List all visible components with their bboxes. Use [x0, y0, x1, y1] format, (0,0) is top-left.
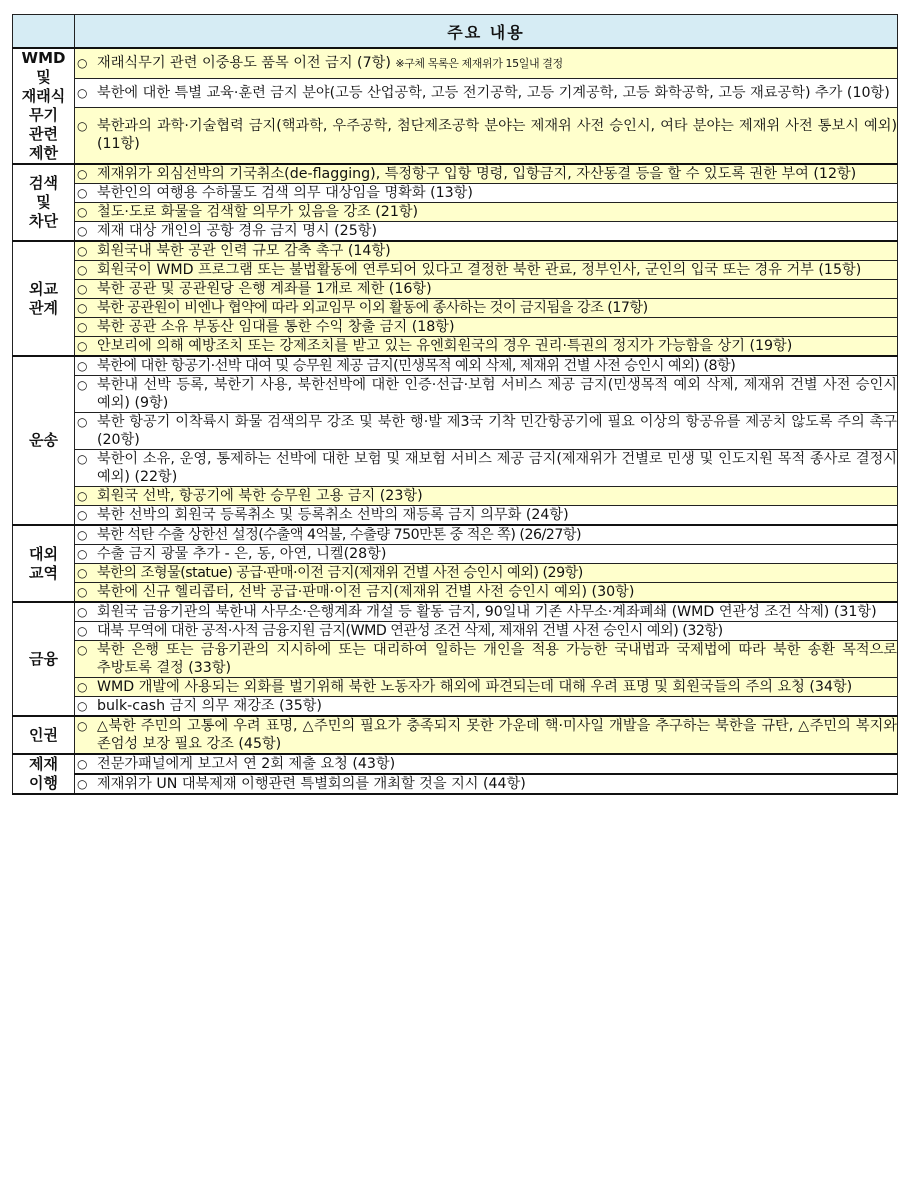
- item-cell: [75, 678, 898, 697]
- circle-bullet-icon: ○: [77, 643, 88, 657]
- table-row: [13, 716, 898, 754]
- list-item: [75, 413, 897, 449]
- circle-bullet-icon: ○: [77, 547, 88, 561]
- item-text-main: 회원국이 WMD 프로그램 또는 불법활동에 연루되어 있다고 결정한 북한 관료, 정부인사, 군인의 입국 또는 경유 거부 (15항): [97, 262, 862, 278]
- circle-bullet-icon: ○: [77, 777, 88, 791]
- item-text: [97, 697, 897, 715]
- circle-bullet-icon: ○: [77, 624, 88, 638]
- item-text: [97, 564, 897, 582]
- item-cell: [75, 184, 898, 203]
- circle-bullet-icon: ○: [77, 585, 88, 599]
- item-text-main: 북한 항공기 이착륙시 화물 검색의무 강조 및 북한 행·발 제3국 기착 민간항공기에 필요 이상의 항공유를 제공치 않도록 주의 촉구 (20항): [97, 414, 897, 448]
- item-text: [97, 678, 897, 696]
- sanctions-table-container: [12, 14, 897, 795]
- table-row: [13, 318, 898, 337]
- table-row: [13, 79, 898, 108]
- item-cell: [75, 716, 898, 754]
- item-text-main: bulk-cash 금지 의무 재강조 (35항): [97, 698, 322, 714]
- item-cell: [75, 754, 898, 774]
- item-text: [97, 450, 897, 486]
- item-text-main: 제재위가 외심선박의 기국취소(de-flagging), 특정항구 입항 명령, 입항금지, 자산동결 등을 할 수 있도록 권한 부여 (12항): [97, 166, 857, 182]
- item-text: [97, 165, 897, 183]
- list-item: [75, 755, 897, 773]
- sanctions-summary-table: [12, 14, 898, 795]
- table-row: [13, 774, 898, 794]
- category-cell: 인권: [13, 716, 75, 754]
- table-row: [13, 487, 898, 506]
- item-cell: [75, 697, 898, 717]
- list-item: [75, 280, 897, 298]
- table-row: [13, 184, 898, 203]
- item-text: [97, 280, 897, 298]
- list-item: [75, 717, 897, 753]
- category-cell: 검색 및 차단: [13, 164, 75, 241]
- item-cell: [75, 413, 898, 450]
- item-text: [97, 261, 897, 279]
- table-row: [13, 564, 898, 583]
- table-header-row: [13, 15, 898, 49]
- list-item: [75, 299, 897, 317]
- item-cell: [75, 564, 898, 583]
- list-item: [75, 54, 897, 73]
- item-text-main: 북한 공관원이 비엔나 협약에 따라 외교임무 이외 활동에 종사하는 것이 금지됨을 강조 (17항): [97, 300, 648, 316]
- item-text: [97, 337, 897, 355]
- item-cell: [75, 299, 898, 318]
- list-item: [75, 678, 897, 696]
- table-header-corner: [13, 15, 75, 49]
- circle-bullet-icon: ○: [77, 566, 88, 580]
- table-body: [13, 48, 898, 794]
- circle-bullet-icon: ○: [77, 56, 88, 71]
- item-text: [97, 622, 897, 640]
- circle-bullet-icon: ○: [77, 205, 88, 219]
- item-text-main: 재래식무기 관련 이중용도 품목 이전 금지 (7항): [97, 55, 391, 72]
- list-item: [75, 603, 897, 621]
- table-row: [13, 222, 898, 242]
- circle-bullet-icon: ○: [77, 186, 88, 200]
- table-row: [13, 545, 898, 564]
- item-text-main: 수출 금지 광물 추가 - 은, 동, 아연, 니켈(28항): [97, 546, 387, 562]
- table-row: [13, 261, 898, 280]
- item-text: [97, 717, 897, 753]
- circle-bullet-icon: ○: [77, 320, 88, 334]
- table-row: [13, 376, 898, 413]
- item-text: [97, 184, 897, 202]
- item-cell: [75, 48, 898, 79]
- table-row: [13, 413, 898, 450]
- item-cell: [75, 261, 898, 280]
- item-text-main: WMD 개발에 사용되는 외화를 벌기위해 북한 노동자가 해외에 파견되는데 대해 우려 표명 및 회원국들의 주의 요청 (34항): [97, 679, 853, 695]
- circle-bullet-icon: ○: [77, 680, 88, 694]
- list-item: [75, 622, 897, 640]
- circle-bullet-icon: ○: [77, 415, 88, 429]
- table-row: [13, 203, 898, 222]
- list-item: [75, 261, 897, 279]
- item-cell: [75, 79, 898, 108]
- table-row: [13, 356, 898, 376]
- item-text: [97, 506, 897, 524]
- item-text: [97, 299, 897, 317]
- item-cell: [75, 583, 898, 603]
- item-cell: [75, 280, 898, 299]
- item-text-main: 전문가패널에게 보고서 연 2회 제출 요청 (43항): [97, 756, 396, 772]
- item-text-main: 회원국 선박, 항공기에 북한 승무원 고용 금지 (23항): [97, 488, 423, 504]
- table-row: [13, 107, 898, 164]
- circle-bullet-icon: ○: [77, 119, 88, 134]
- item-cell: [75, 337, 898, 357]
- list-item: [75, 222, 897, 240]
- item-text: [97, 84, 897, 102]
- table-row: [13, 164, 898, 184]
- item-text-main: 철도·도로 화물을 검색할 의무가 있음을 강조 (21항): [97, 204, 419, 220]
- item-text: [97, 487, 897, 505]
- list-item: [75, 184, 897, 202]
- list-item: [75, 487, 897, 505]
- item-cell: [75, 241, 898, 261]
- table-row: [13, 280, 898, 299]
- item-cell: [75, 222, 898, 242]
- list-item: [75, 117, 897, 153]
- table-row: [13, 641, 898, 678]
- item-text-main: 북한에 대한 항공기·선박 대여 및 승무원 제공 금지(민생목적 예외 삭제, 제재위 건별 사전 승인시 예외) (8항): [97, 358, 736, 374]
- table-row: [13, 697, 898, 717]
- item-text-main: 대북 무역에 대한 공적·사적 금융지원 금지(WMD 연관성 조건 삭제, 제재위 건별 사전 승인시 예외) (32항): [97, 623, 723, 639]
- circle-bullet-icon: ○: [77, 263, 88, 277]
- list-item: [75, 376, 897, 412]
- item-text-main: 북한의 조형물(statue) 공급·판매·이전 금지(제재위 건별 사전 승인시 예외) (29항): [97, 565, 583, 581]
- item-text-main: 북한에 대한 특별 교육·훈련 금지 분야(고등 산업공학, 고등 전기공학, 고등 기계공학, 고등 화학공학, 고등 재료공학) 추가 (10항): [97, 85, 890, 102]
- list-item: [75, 583, 897, 601]
- category-cell: 제재 이행: [13, 754, 75, 794]
- table-row: [13, 754, 898, 774]
- table-row: [13, 241, 898, 261]
- circle-bullet-icon: ○: [77, 508, 88, 522]
- item-cell: [75, 203, 898, 222]
- item-text: [97, 242, 897, 260]
- item-text: [97, 526, 897, 544]
- circle-bullet-icon: ○: [77, 359, 88, 373]
- item-text-main: 북한 공관 소유 부동산 임대를 통한 수익 창출 금지 (18항): [97, 319, 455, 335]
- item-text-main: 제재위가 UN 대북제재 이행관련 특별회의를 개최할 것을 지시 (44항): [97, 776, 526, 792]
- list-item: [75, 165, 897, 183]
- item-text: [97, 755, 897, 773]
- item-text-main: 북한내 선박 등록, 북한기 사용, 북한선박에 대한 인증·선급·보험 서비스 제공 금지(민생목적 예외 삭제, 제재위 건별 사전 승인시 예외) (9항): [97, 377, 897, 411]
- circle-bullet-icon: ○: [77, 378, 88, 392]
- item-text: [97, 775, 897, 793]
- table-row: [13, 48, 898, 79]
- list-item: [75, 545, 897, 563]
- circle-bullet-icon: ○: [77, 339, 88, 353]
- list-item: [75, 337, 897, 355]
- list-item: [75, 203, 897, 221]
- circle-bullet-icon: ○: [77, 699, 88, 713]
- item-text-main: 제재 대상 개인의 공항 경유 금지 명시 (25항): [97, 223, 377, 239]
- circle-bullet-icon: ○: [77, 86, 88, 101]
- circle-bullet-icon: ○: [77, 452, 88, 466]
- item-text: [97, 222, 897, 240]
- list-item: [75, 697, 897, 715]
- list-item: [75, 775, 897, 793]
- item-text: [97, 54, 897, 73]
- list-item: [75, 242, 897, 260]
- item-text: [97, 318, 897, 336]
- item-text-main: 회원국내 북한 공관 인력 규모 감축 촉구 (14항): [97, 243, 391, 259]
- circle-bullet-icon: ○: [77, 719, 88, 733]
- item-cell: [75, 107, 898, 164]
- item-text-main: 북한 석탄 수출 상한선 설정(수출액 4억불, 수출량 750만톤 중 적은 쪽) (26/27항): [97, 527, 582, 543]
- circle-bullet-icon: ○: [77, 224, 88, 238]
- circle-bullet-icon: ○: [77, 528, 88, 542]
- item-cell: [75, 376, 898, 413]
- item-cell: [75, 487, 898, 506]
- item-text: [97, 583, 897, 601]
- list-item: [75, 450, 897, 486]
- list-item: [75, 84, 897, 102]
- item-text: [97, 203, 897, 221]
- item-cell: [75, 318, 898, 337]
- item-text: [97, 357, 897, 375]
- item-cell: [75, 525, 898, 545]
- circle-bullet-icon: ○: [77, 282, 88, 296]
- item-text-main: 북한에 신규 헬리콥터, 선박 공급·판매·이전 금지(제재위 건별 사전 승인시 예외) (30항): [97, 584, 635, 600]
- item-text: [97, 376, 897, 412]
- item-text: [97, 413, 897, 449]
- list-item: [75, 526, 897, 544]
- category-cell: WMD 및 재래식 무기 관련 제한: [13, 48, 75, 164]
- item-cell: [75, 622, 898, 641]
- category-cell: 외교 관계: [13, 241, 75, 356]
- circle-bullet-icon: ○: [77, 489, 88, 503]
- item-text-main: 북한이 소유, 운영, 통제하는 선박에 대한 보험 및 재보험 서비스 제공 금지(제재위가 건별로 민생 및 인도지원 목적 종사로 결정시 예외) (22항): [97, 451, 897, 485]
- table-row: [13, 506, 898, 526]
- category-cell: 운송: [13, 356, 75, 525]
- circle-bullet-icon: ○: [77, 757, 88, 771]
- list-item: [75, 564, 897, 582]
- item-text-main: 회원국 금융기관의 북한내 사무소·은행계좌 개설 등 활동 금지, 90일내 기존 사무소·계좌폐쇄 (WMD 연관성 조건 삭제) (31항): [97, 604, 877, 620]
- item-text-main: △북한 주민의 고통에 우려 표명, △주민의 필요가 충족되지 못한 가운데 핵·미사일 개발을 추구하는 북한을 규탄, △주민의 복지와 존엄성 보장 필요 강조 (45항): [97, 718, 897, 752]
- item-cell: [75, 356, 898, 376]
- table-row: [13, 299, 898, 318]
- item-text-main: 북한 선박의 회원국 등록취소 및 등록취소 선박의 재등록 금지 의무화 (24항): [97, 507, 569, 523]
- table-row: [13, 678, 898, 697]
- item-cell: [75, 641, 898, 678]
- circle-bullet-icon: ○: [77, 301, 88, 315]
- item-text-main: 북한 은행 또는 금융기관의 지시하에 또는 대리하여 일하는 개인을 적용 가능한 국내법과 국제법에 따라 북한 송환 목적으로 추방토록 결정 (33항): [97, 642, 897, 676]
- table-row: [13, 583, 898, 603]
- list-item: [75, 357, 897, 375]
- item-note: ※구체 목록은 제재위가 15일내 결정: [395, 57, 563, 71]
- table-header-title: 주요 내용: [75, 15, 898, 49]
- item-text-main: 안보리에 의해 예방조치 또는 강제조치를 받고 있는 유엔회원국의 경우 권리·특권의 정지가 가능함을 상기 (19항): [97, 338, 793, 354]
- circle-bullet-icon: ○: [77, 605, 88, 619]
- table-row: [13, 450, 898, 487]
- item-cell: [75, 602, 898, 622]
- table-row: [13, 525, 898, 545]
- list-item: [75, 318, 897, 336]
- table-row: [13, 622, 898, 641]
- list-item: [75, 641, 897, 677]
- item-cell: [75, 506, 898, 526]
- table-row: [13, 602, 898, 622]
- item-text: [97, 603, 897, 621]
- category-cell: 금융: [13, 602, 75, 716]
- list-item: [75, 506, 897, 524]
- item-cell: [75, 450, 898, 487]
- item-cell: [75, 164, 898, 184]
- circle-bullet-icon: ○: [77, 167, 88, 181]
- item-text-main: 북한 공관 및 공관원당 은행 계좌를 1개로 제한 (16항): [97, 281, 432, 297]
- category-cell: 대외 교역: [13, 525, 75, 602]
- item-text-main: 북한과의 과학·기술협력 금지(핵과학, 우주공학, 첨단제조공학 분야는 제재위 사전 승인시, 여타 분야는 제재위 사전 통보시 예외) (11항): [97, 118, 897, 153]
- item-text: [97, 545, 897, 563]
- circle-bullet-icon: ○: [77, 244, 88, 258]
- item-text-main: 북한인의 여행용 수하물도 검색 의무 대상임을 명확화 (13항): [97, 185, 473, 201]
- item-cell: [75, 545, 898, 564]
- item-text: [97, 641, 897, 677]
- item-text: [97, 117, 897, 153]
- table-row: [13, 337, 898, 357]
- item-cell: [75, 774, 898, 794]
